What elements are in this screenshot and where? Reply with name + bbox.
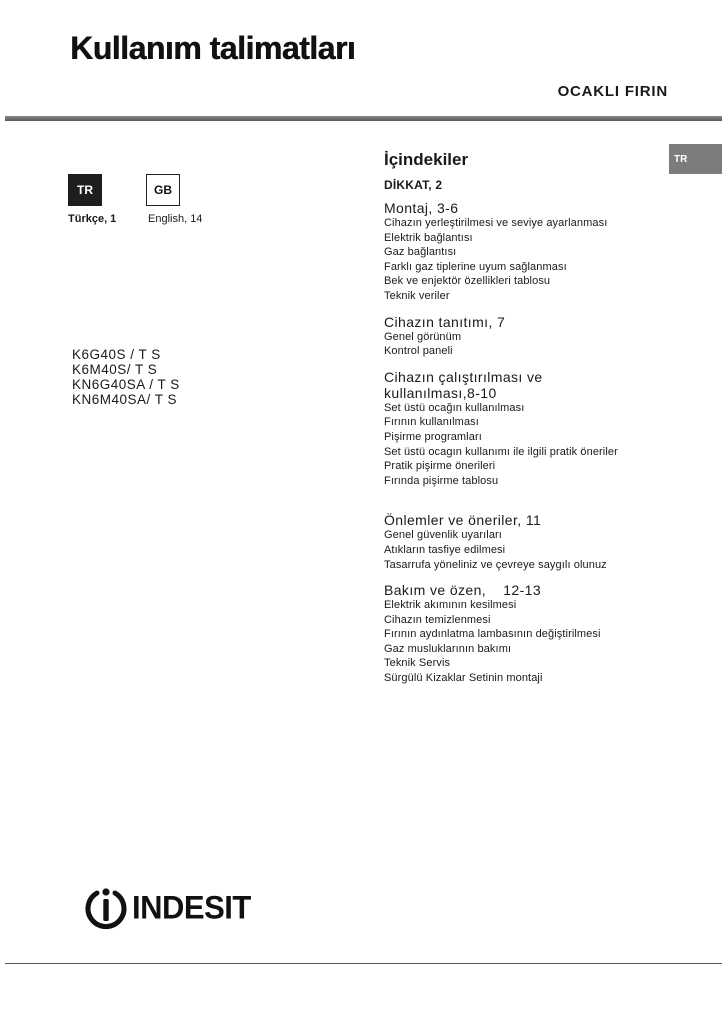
top-divider [5,116,722,121]
indesit-logo [84,884,251,932]
toc-section-title: Önlemler ve öneriler, 11 [384,512,542,529]
indesit-power-icon [84,884,128,932]
document-title: Kullanım talimatları [70,30,356,66]
language-gb-box: GB [146,174,180,206]
toc-item: Fırının kullanılması [384,416,479,429]
toc-item: Gaz musluklarının bakımı [384,642,512,655]
language-gb-label: English, 14 [148,213,203,225]
toc-item: Atıkların tasfiye edilmesi [384,543,506,556]
toc-item: Genel güvenlik uyarıları [384,529,502,542]
toc-section-tanitim [384,314,684,359]
toc-item: Fırında pişirme tablosu [384,474,499,487]
toc-item: Cihazın temizlenmesi [384,613,491,626]
toc-dikkat: DİKKAT, 2 [384,178,443,192]
toc-item: Teknik veriler [384,289,450,302]
toc-item: Set üstü ocagın kullanımı ile ilgili pratik öneriler [384,445,618,458]
toc-item: Teknik Servis [384,657,451,670]
toc-item: Pişirme programları [384,430,482,443]
toc-section-title: Cihazın tanıtımı, 7 [384,313,506,330]
toc-item: Sürgülü Kizaklar Setinin montaji [384,672,543,685]
toc-item: Elektrik bağlantısı [384,231,473,244]
toc-section-title: Montaj, 3-6 [384,200,459,216]
toc-item: Fırının aydınlatma lambasının değiştirilmesi [384,628,601,641]
bottom-divider [5,963,722,964]
toc-item: Genel görünüm [384,330,462,343]
language-side-tab: TR [669,144,722,174]
toc-section-calistirma [384,369,684,489]
model-item: KN6M40SA/ T S [72,392,178,407]
model-item: K6G40S / T S [72,347,161,362]
toc-section-onlemler [384,512,684,572]
model-item: K6M40S/ T S [72,362,158,377]
toc-item: Set üstü ocağın kullanılması [384,401,525,414]
toc-item: Farklı gaz tiplerine uyum sağlanması [384,260,567,273]
document-subtitle: OCAKLI FIRIN [557,83,668,100]
toc-section-title-line: Cihazın çalıştırılması ve [384,368,543,385]
toc-section-title: Bakım ve özen, 12-13 [384,582,542,599]
toc-section-montaj [384,200,684,304]
toc-item: Gaz bağlantısı [384,246,457,259]
toc-section-bakim [384,582,684,686]
table-of-contents [384,150,684,686]
toc-item: Tasarrufa yöneliniz ve çevreye saygılı olunuz [384,558,607,571]
language-tr-label: Türkçe, 1 [68,213,117,225]
toc-item: Kontrol paneli [384,345,453,358]
toc-item: Cihazın yerleştirilmesi ve seviye ayarlanması [384,217,608,229]
toc-item: Pratik pişirme önerileri [384,460,496,473]
model-list [72,347,180,407]
brand-name: INDESIT [132,889,251,926]
model-item: KN6G40SA / T S [72,377,180,392]
toc-title: İçindekiler [384,150,469,169]
language-tr-box: TR [68,174,102,206]
toc-item: Bek ve enjektör özellikleri tablosu [384,275,551,288]
toc-section-title-line: kullanılması,8-10 [384,384,497,401]
toc-item: Elektrik akımının kesilmesi [384,599,517,612]
